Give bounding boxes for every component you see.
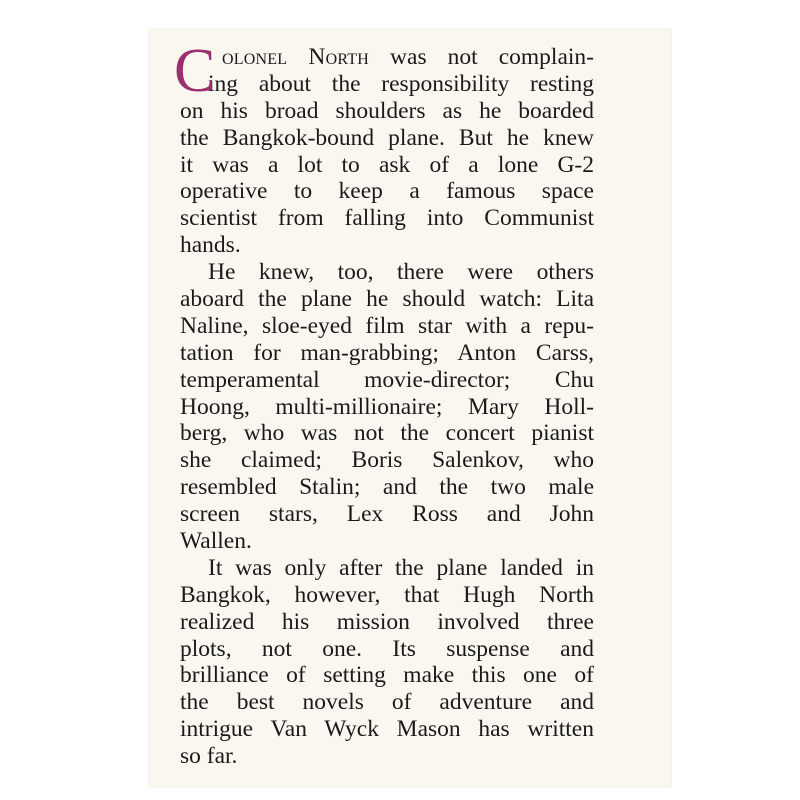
drop-cap: C bbox=[174, 37, 216, 105]
text-line: Hoong, multi-millionaire; Mary Holl- bbox=[180, 393, 594, 420]
text-line: hands. bbox=[180, 232, 241, 259]
paragraph-2 bbox=[180, 259, 594, 555]
text-line: scientist from falling into Communist bbox=[180, 205, 594, 232]
paragraph-1 bbox=[180, 44, 594, 259]
text-line: He knew, too, there were others bbox=[208, 259, 594, 286]
text-line: on his broad shoulders as he boarded bbox=[180, 97, 594, 124]
blurb-text bbox=[174, 37, 594, 770]
text-line: screen stars, Lex Ross and John bbox=[180, 501, 594, 528]
line-text: was not complain- bbox=[369, 44, 594, 70]
text-line: so far. bbox=[180, 743, 238, 770]
text-line: she claimed; Boris Salenkov, who bbox=[180, 447, 594, 474]
text-line: It was only after the plane landed in bbox=[208, 554, 594, 581]
text-line: it was a lot to ask of a lone G-2 bbox=[180, 151, 594, 178]
text-line: ing about the responsibility resting bbox=[208, 70, 594, 97]
paragraph-3 bbox=[180, 555, 594, 770]
text-line bbox=[180, 44, 594, 71]
text-line: realized his mission involved three bbox=[180, 608, 594, 635]
text-line: tation for man-grabbing; Anton Carss, bbox=[180, 339, 594, 366]
text-line: the Bangkok-bound plane. But he knew bbox=[180, 124, 594, 151]
text-line: the best novels of adventure and bbox=[180, 689, 594, 716]
text-line: berg, who was not the concert pianist bbox=[180, 420, 594, 447]
text-line: temperamental movie-director; Chu bbox=[180, 366, 594, 393]
text-line: Bangkok, however, that Hugh North bbox=[180, 581, 594, 608]
text-line: Wallen. bbox=[180, 528, 252, 555]
text-line: intrigue Van Wyck Mason has written bbox=[180, 716, 594, 743]
text-line: resembled Stalin; and the two male bbox=[180, 474, 594, 501]
text-line: operative to keep a famous space bbox=[180, 178, 594, 205]
lead-smallcaps: olonel North bbox=[222, 44, 369, 70]
text-line: brilliance of setting make this one of bbox=[180, 662, 594, 689]
text-line: plots, not one. Its suspense and bbox=[180, 635, 594, 662]
text-line: aboard the plane he should watch: Lita bbox=[180, 286, 594, 313]
text-line: Naline, sloe-eyed film star with a repu- bbox=[180, 312, 594, 339]
